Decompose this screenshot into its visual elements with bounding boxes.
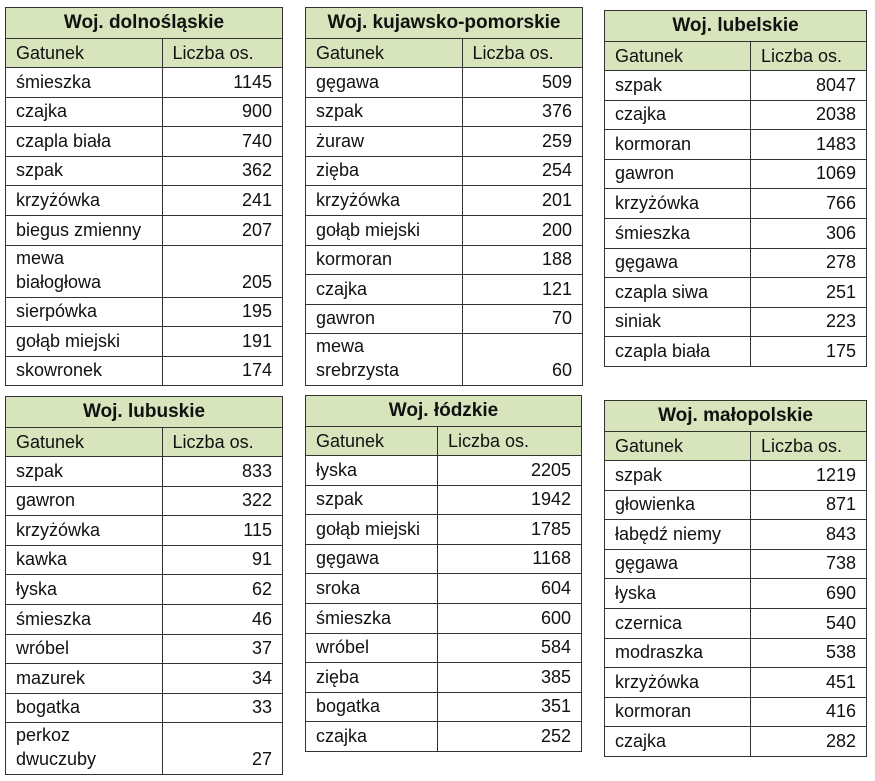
count-cell: 201 (462, 186, 582, 216)
table-row (306, 544, 582, 574)
count-cell: 1168 (438, 544, 582, 574)
table-row (605, 278, 867, 308)
table-row (605, 337, 867, 367)
count-cell: 174 (162, 356, 282, 386)
count-cell: 1145 (162, 68, 282, 98)
table-row (605, 461, 867, 491)
count-cell: 188 (462, 245, 582, 275)
species-cell: czajka (605, 100, 751, 130)
column-header-species: Gatunek (306, 39, 463, 68)
count-cell: 2038 (751, 100, 867, 130)
table-row (605, 307, 867, 337)
count-cell: 351 (438, 692, 582, 722)
table-title: Woj. lubuskie (6, 397, 283, 428)
count-cell: 451 (751, 668, 867, 698)
species-cell: gołąb miejski (306, 515, 438, 545)
count-cell: 62 (162, 575, 282, 605)
column-header-count: Liczba os. (162, 428, 282, 457)
table-row (605, 697, 867, 727)
species-cell: śmieszka (6, 68, 163, 98)
species-cell: kormoran (605, 697, 751, 727)
species-cell: śmieszka (605, 218, 751, 248)
table-title: Woj. lubelskie (605, 11, 867, 42)
count-cell: 254 (462, 156, 582, 186)
table-row (306, 603, 582, 633)
table-row (6, 245, 283, 297)
species-cell: czapla biała (6, 127, 163, 157)
species-cell: mazurek (6, 664, 163, 694)
column-header-count: Liczba os. (751, 42, 867, 71)
count-cell: 540 (751, 608, 867, 638)
count-cell: 2205 (438, 456, 582, 486)
count-cell: 241 (162, 186, 282, 216)
count-cell: 604 (438, 574, 582, 604)
table-row (605, 218, 867, 248)
column-header-species: Gatunek (6, 428, 163, 457)
count-cell: 33 (162, 693, 282, 723)
species-cell: kormoran (306, 245, 463, 275)
count-cell: 385 (438, 663, 582, 693)
count-cell: 121 (462, 275, 582, 305)
species-cell: siniak (605, 307, 751, 337)
count-cell: 738 (751, 549, 867, 579)
column-header-species: Gatunek (306, 427, 438, 456)
species-cell: czajka (306, 275, 463, 305)
species-cell: sierpówka (6, 297, 163, 327)
species-cell: gęgawa (306, 544, 438, 574)
species-cell: gęgawa (306, 68, 463, 98)
species-cell: głowienka (605, 490, 751, 520)
table-row (6, 215, 283, 245)
table-row (6, 97, 283, 127)
table-row (6, 186, 283, 216)
species-cell: szpak (306, 97, 463, 127)
species-cell: łyska (605, 579, 751, 609)
species-cell: skowronek (6, 356, 163, 386)
count-cell: 1069 (751, 159, 867, 189)
count-cell: 70 (462, 304, 582, 334)
count-cell: 306 (751, 218, 867, 248)
species-cell: wróbel (306, 633, 438, 663)
count-cell: 191 (162, 327, 282, 357)
count-cell: 205 (162, 245, 282, 297)
count-cell: 509 (462, 68, 582, 98)
table-dolnoslaskie (5, 7, 283, 386)
species-cell: zięba (306, 156, 463, 186)
species-cell: gawron (306, 304, 463, 334)
species-cell: wróbel (6, 634, 163, 664)
table-row (306, 515, 582, 545)
count-cell: 766 (751, 189, 867, 219)
table-row (6, 516, 283, 546)
table-malopolskie (604, 400, 867, 757)
species-cell: bogatka (306, 692, 438, 722)
count-cell: 538 (751, 638, 867, 668)
count-cell: 416 (751, 697, 867, 727)
count-cell: 8047 (751, 71, 867, 101)
species-cell: żuraw (306, 127, 463, 157)
table-row (306, 245, 583, 275)
count-cell: 1483 (751, 130, 867, 160)
species-cell: gęgawa (605, 248, 751, 278)
table-row (6, 297, 283, 327)
table-row (306, 456, 582, 486)
count-cell: 833 (162, 457, 282, 487)
species-cell: czapla biała (605, 337, 751, 367)
table-row (6, 156, 283, 186)
count-cell: 252 (438, 722, 582, 752)
species-cell: gawron (6, 486, 163, 516)
table-row (306, 275, 583, 305)
species-cell: szpak (605, 71, 751, 101)
species-cell: czajka (605, 727, 751, 757)
count-cell: 600 (438, 603, 582, 633)
count-cell: 115 (162, 516, 282, 546)
species-cell: krzyżówka (306, 186, 463, 216)
table-row (306, 334, 583, 386)
species-cell: krzyżówka (605, 668, 751, 698)
species-cell: gęgawa (605, 549, 751, 579)
table-row (605, 638, 867, 668)
count-cell: 1219 (751, 461, 867, 491)
species-cell: czajka (306, 722, 438, 752)
table-lubuskie (5, 396, 283, 775)
table-row (6, 356, 283, 386)
column-header-count: Liczba os. (462, 39, 582, 68)
table-row (605, 189, 867, 219)
table-row (6, 327, 283, 357)
count-cell: 843 (751, 520, 867, 550)
count-cell: 46 (162, 604, 282, 634)
table-row (605, 130, 867, 160)
species-cell: krzyżówka (605, 189, 751, 219)
table-row (6, 457, 283, 487)
species-cell: perkoz dwuczuby (6, 723, 163, 775)
table-row (605, 490, 867, 520)
table-row (605, 71, 867, 101)
species-cell: szpak (306, 485, 438, 515)
species-cell: gołąb miejski (306, 215, 463, 245)
species-cell: łyska (306, 456, 438, 486)
count-cell: 37 (162, 634, 282, 664)
table-title: Woj. małopolskie (605, 401, 867, 432)
table-row (6, 127, 283, 157)
count-cell: 584 (438, 633, 582, 663)
species-cell: biegus zmienny (6, 215, 163, 245)
table-row (605, 579, 867, 609)
table-row (6, 723, 283, 775)
species-cell: kormoran (605, 130, 751, 160)
table-row (306, 156, 583, 186)
table-row (6, 486, 283, 516)
table-row (306, 186, 583, 216)
species-cell: śmieszka (306, 603, 438, 633)
count-cell: 223 (751, 307, 867, 337)
count-cell: 322 (162, 486, 282, 516)
species-cell: śmieszka (6, 604, 163, 634)
species-cell: czajka (6, 97, 163, 127)
column-header-count: Liczba os. (438, 427, 582, 456)
table-row (306, 722, 582, 752)
count-cell: 175 (751, 337, 867, 367)
count-cell: 362 (162, 156, 282, 186)
table-row (306, 68, 583, 98)
count-cell: 376 (462, 97, 582, 127)
table-row (6, 634, 283, 664)
table-row (605, 248, 867, 278)
table-row (605, 520, 867, 550)
table-kujawsko-pomorskie (305, 7, 583, 386)
table-row (6, 575, 283, 605)
species-cell: szpak (6, 457, 163, 487)
column-header-species: Gatunek (6, 39, 163, 68)
count-cell: 207 (162, 215, 282, 245)
table-row (306, 574, 582, 604)
table-row (605, 727, 867, 757)
table-row (306, 127, 583, 157)
count-cell: 27 (162, 723, 282, 775)
count-cell: 34 (162, 664, 282, 694)
table-row (605, 549, 867, 579)
table-lubelskie (604, 10, 867, 367)
species-cell: kawka (6, 545, 163, 575)
species-cell: modraszka (605, 638, 751, 668)
species-cell: zięba (306, 663, 438, 693)
species-cell: łabędź niemy (605, 520, 751, 550)
table-title: Woj. kujawsko-pomorskie (306, 8, 583, 39)
table-row (605, 608, 867, 638)
count-cell: 740 (162, 127, 282, 157)
species-cell: gawron (605, 159, 751, 189)
species-cell: czernica (605, 608, 751, 638)
table-row (306, 633, 582, 663)
table-row (306, 692, 582, 722)
table-row (6, 693, 283, 723)
species-cell: szpak (6, 156, 163, 186)
table-row (6, 664, 283, 694)
count-cell: 251 (751, 278, 867, 308)
table-row (306, 663, 582, 693)
species-cell: czapla siwa (605, 278, 751, 308)
species-cell: krzyżówka (6, 516, 163, 546)
count-cell: 871 (751, 490, 867, 520)
count-cell: 200 (462, 215, 582, 245)
table-row (6, 68, 283, 98)
count-cell: 690 (751, 579, 867, 609)
column-header-count: Liczba os. (162, 39, 282, 68)
count-cell: 278 (751, 248, 867, 278)
count-cell: 259 (462, 127, 582, 157)
species-cell: łyska (6, 575, 163, 605)
species-cell: bogatka (6, 693, 163, 723)
table-row (6, 604, 283, 634)
species-cell: mewa białogłowa (6, 245, 163, 297)
column-header-species: Gatunek (605, 42, 751, 71)
species-cell: szpak (605, 461, 751, 491)
count-cell: 60 (462, 334, 582, 386)
table-title: Woj. dolnośląskie (6, 8, 283, 39)
table-row (306, 97, 583, 127)
count-cell: 91 (162, 545, 282, 575)
count-cell: 1785 (438, 515, 582, 545)
table-row (306, 485, 582, 515)
table-row (306, 215, 583, 245)
species-cell: krzyżówka (6, 186, 163, 216)
count-cell: 195 (162, 297, 282, 327)
species-cell: sroka (306, 574, 438, 604)
species-cell: mewa srebrzysta (306, 334, 463, 386)
table-row (605, 100, 867, 130)
count-cell: 900 (162, 97, 282, 127)
table-row (605, 159, 867, 189)
column-header-species: Gatunek (605, 432, 751, 461)
count-cell: 1942 (438, 485, 582, 515)
table-title: Woj. łódzkie (306, 396, 582, 427)
table-row (306, 304, 583, 334)
column-header-count: Liczba os. (751, 432, 867, 461)
table-lodzkie (305, 395, 582, 752)
species-cell: gołąb miejski (6, 327, 163, 357)
count-cell: 282 (751, 727, 867, 757)
table-row (605, 668, 867, 698)
table-row (6, 545, 283, 575)
